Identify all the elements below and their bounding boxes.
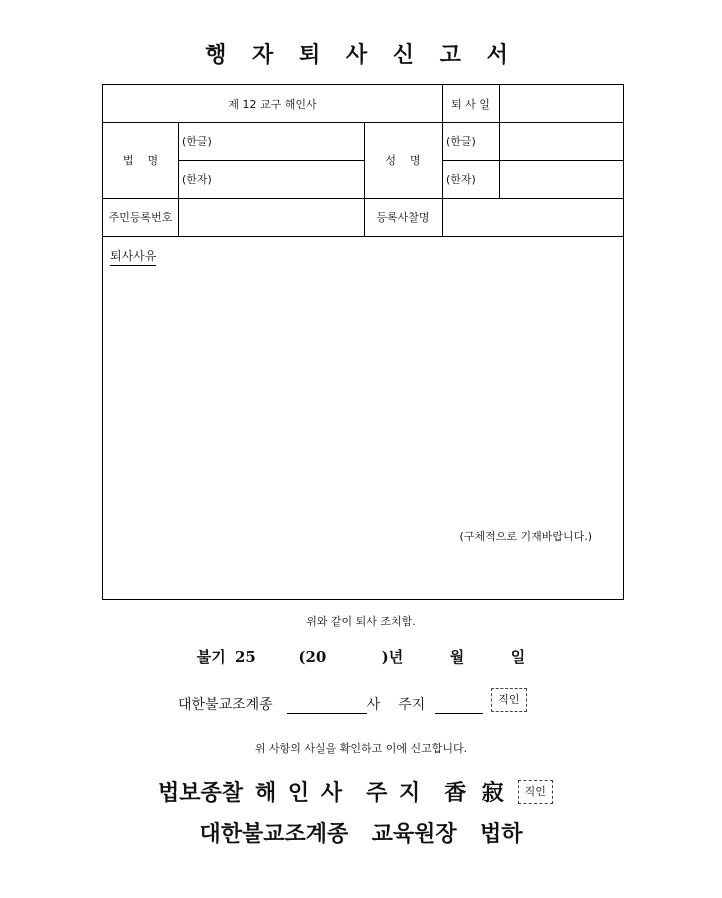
registration-temple-label: 등록사찰명	[376, 211, 430, 224]
signature-line	[158, 776, 553, 807]
parish-name: 제 12 교구 해인사	[228, 97, 317, 111]
secular-name-label: 성 명	[385, 154, 421, 167]
secular-name-hanja-field[interactable]	[500, 161, 622, 197]
order-temple-suffix: 사	[366, 697, 381, 713]
abbot-name-blank[interactable]	[435, 695, 483, 714]
resident-number-label: 주민등록번호	[108, 211, 173, 224]
confirm-text: 위와 같이 퇴사 조치함.	[306, 615, 416, 628]
date-line	[0, 646, 722, 667]
signature-head: 법보종찰	[158, 780, 244, 806]
order-org: 대한불교조계종	[178, 697, 273, 713]
signature-abbot: 주 지	[366, 780, 423, 806]
secular-name-hanja-label: (한자)	[446, 173, 476, 186]
dharma-name-label: 법 명	[122, 154, 159, 167]
signature-seal: 직인	[518, 780, 553, 804]
date-day: 일	[510, 648, 526, 666]
leave-date-label: 퇴 사 일	[451, 97, 490, 111]
signature-name: 香 寂	[444, 780, 504, 806]
temple-name-blank[interactable]	[287, 695, 367, 714]
leave-date-field[interactable]	[500, 86, 622, 121]
reason-label: 퇴사사유	[110, 247, 156, 266]
order-line	[178, 690, 527, 714]
hangul-label: (한글)	[182, 135, 212, 148]
order-abbot-label: 주지	[398, 697, 426, 713]
dharma-name-hangul-field[interactable]	[182, 122, 362, 160]
secular-name-hangul-label: (한글)	[446, 135, 476, 148]
recipient: 대한불교조계종 교육원장 법하	[199, 821, 523, 847]
report-form	[102, 84, 624, 600]
date-year: (20 )년	[298, 648, 404, 666]
resident-number-field[interactable]	[179, 199, 363, 235]
order-seal: 직인	[491, 688, 526, 712]
document-title: 행 자 퇴 사 신 고 서	[205, 42, 517, 68]
hanja-label: (한자)	[182, 173, 212, 186]
secular-name-hangul-field[interactable]	[500, 123, 622, 159]
dharma-name-hanja-field[interactable]	[182, 160, 362, 198]
signature-temple: 해 인 사	[255, 780, 345, 806]
registration-temple-field[interactable]	[443, 199, 622, 235]
report-text: 위 사항의 사실을 확인하고 이에 신고합니다.	[254, 742, 468, 755]
date-month: 월	[449, 648, 465, 666]
reason-field[interactable]	[105, 238, 621, 598]
date-era: 불기 25	[196, 648, 256, 666]
reason-note: (구체적으로 기재바랍니다.)	[459, 530, 592, 543]
